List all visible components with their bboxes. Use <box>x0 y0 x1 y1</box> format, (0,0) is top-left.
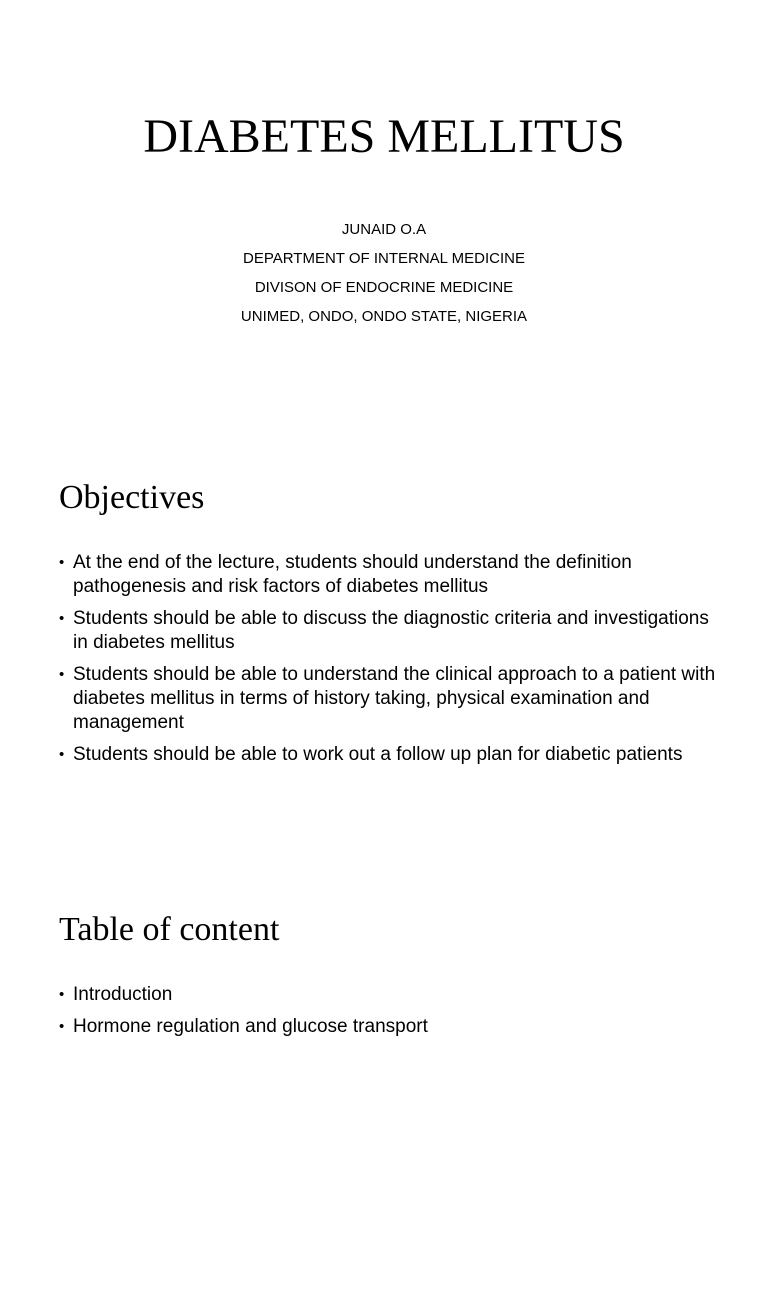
toc-text: Introduction <box>73 984 173 1005</box>
objectives-list <box>59 551 719 775</box>
bullet-icon: • <box>59 746 65 763</box>
objectives-heading: Objectives <box>59 479 205 516</box>
objective-text: Students should be able to discuss the diagnostic criteria and investigations in diabetes mellitus <box>73 608 709 653</box>
bullet-icon: • <box>59 986 65 1003</box>
objective-text: Students should be able to understand the clinical approach to a patient with diabetes mellitus in terms of history taking, physical examination and management <box>73 664 716 733</box>
list-item <box>59 551 719 599</box>
bullet-icon: • <box>59 1018 65 1035</box>
bullet-icon: • <box>59 554 65 571</box>
list-item <box>59 663 719 735</box>
author-division: DIVISON OF ENDOCRINE MEDICINE <box>254 279 514 296</box>
list-item <box>59 983 719 1007</box>
bullet-icon: • <box>59 610 65 627</box>
author-institution: UNIMED, ONDO, ONDO STATE, NIGERIA <box>240 308 528 325</box>
author-department: DEPARTMENT OF INTERNAL MEDICINE <box>243 250 525 267</box>
bullet-icon: • <box>59 666 65 683</box>
slide-title: DIABETES MELLITUS <box>143 110 625 163</box>
toc-text: Hormone regulation and glucose transport <box>73 1016 428 1037</box>
toc-list <box>59 983 719 1047</box>
objectives-slide <box>0 432 768 864</box>
author-name: JUNAID O.A <box>341 221 427 238</box>
objective-text: At the end of the lecture, students should understand the definition pathogenesis and risk factors of diabetes mellitus <box>73 552 632 597</box>
author-info <box>0 218 768 334</box>
list-item <box>59 743 719 767</box>
list-item <box>59 607 719 655</box>
table-of-content-slide <box>0 864 768 1296</box>
toc-heading: Table of content <box>59 911 280 948</box>
objective-text: Students should be able to work out a follow up plan for diabetic patients <box>73 744 683 765</box>
list-item <box>59 1015 719 1039</box>
title-slide <box>0 0 768 432</box>
